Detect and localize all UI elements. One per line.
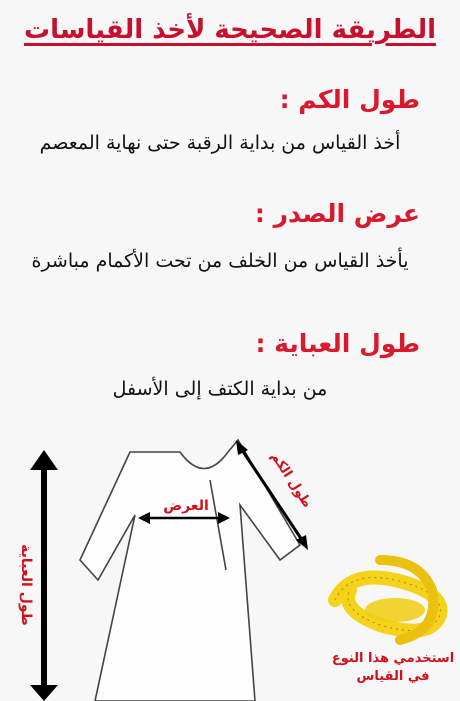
width-label: العرض (163, 498, 209, 514)
abaya-length-heading: طول العباية : (255, 329, 420, 358)
page-title: الطريقة الصحيحة لأخذ القياسات (23, 15, 437, 45)
sleeve-length-heading: طول الكم : (279, 85, 420, 114)
chest-width-heading: عرض الصدر : (254, 199, 420, 228)
measuring-tape-icon (335, 560, 440, 640)
abaya-length-text: من بداية الكتف إلى الأسفل (112, 378, 328, 400)
sleeve-length-text: أخذ القياس من بداية الرقبة حتى نهاية المعصم (39, 132, 401, 154)
chest-width-text: يأخذ القياس من الخلف من تحت الأكمام مباشرة (31, 250, 409, 272)
abaya-outline (80, 440, 300, 701)
length-label: طول العباية (18, 544, 34, 626)
tape-note: استخدمي هذا النوع في القياس (331, 651, 455, 684)
sleeve-label: طول الكم (267, 449, 315, 511)
